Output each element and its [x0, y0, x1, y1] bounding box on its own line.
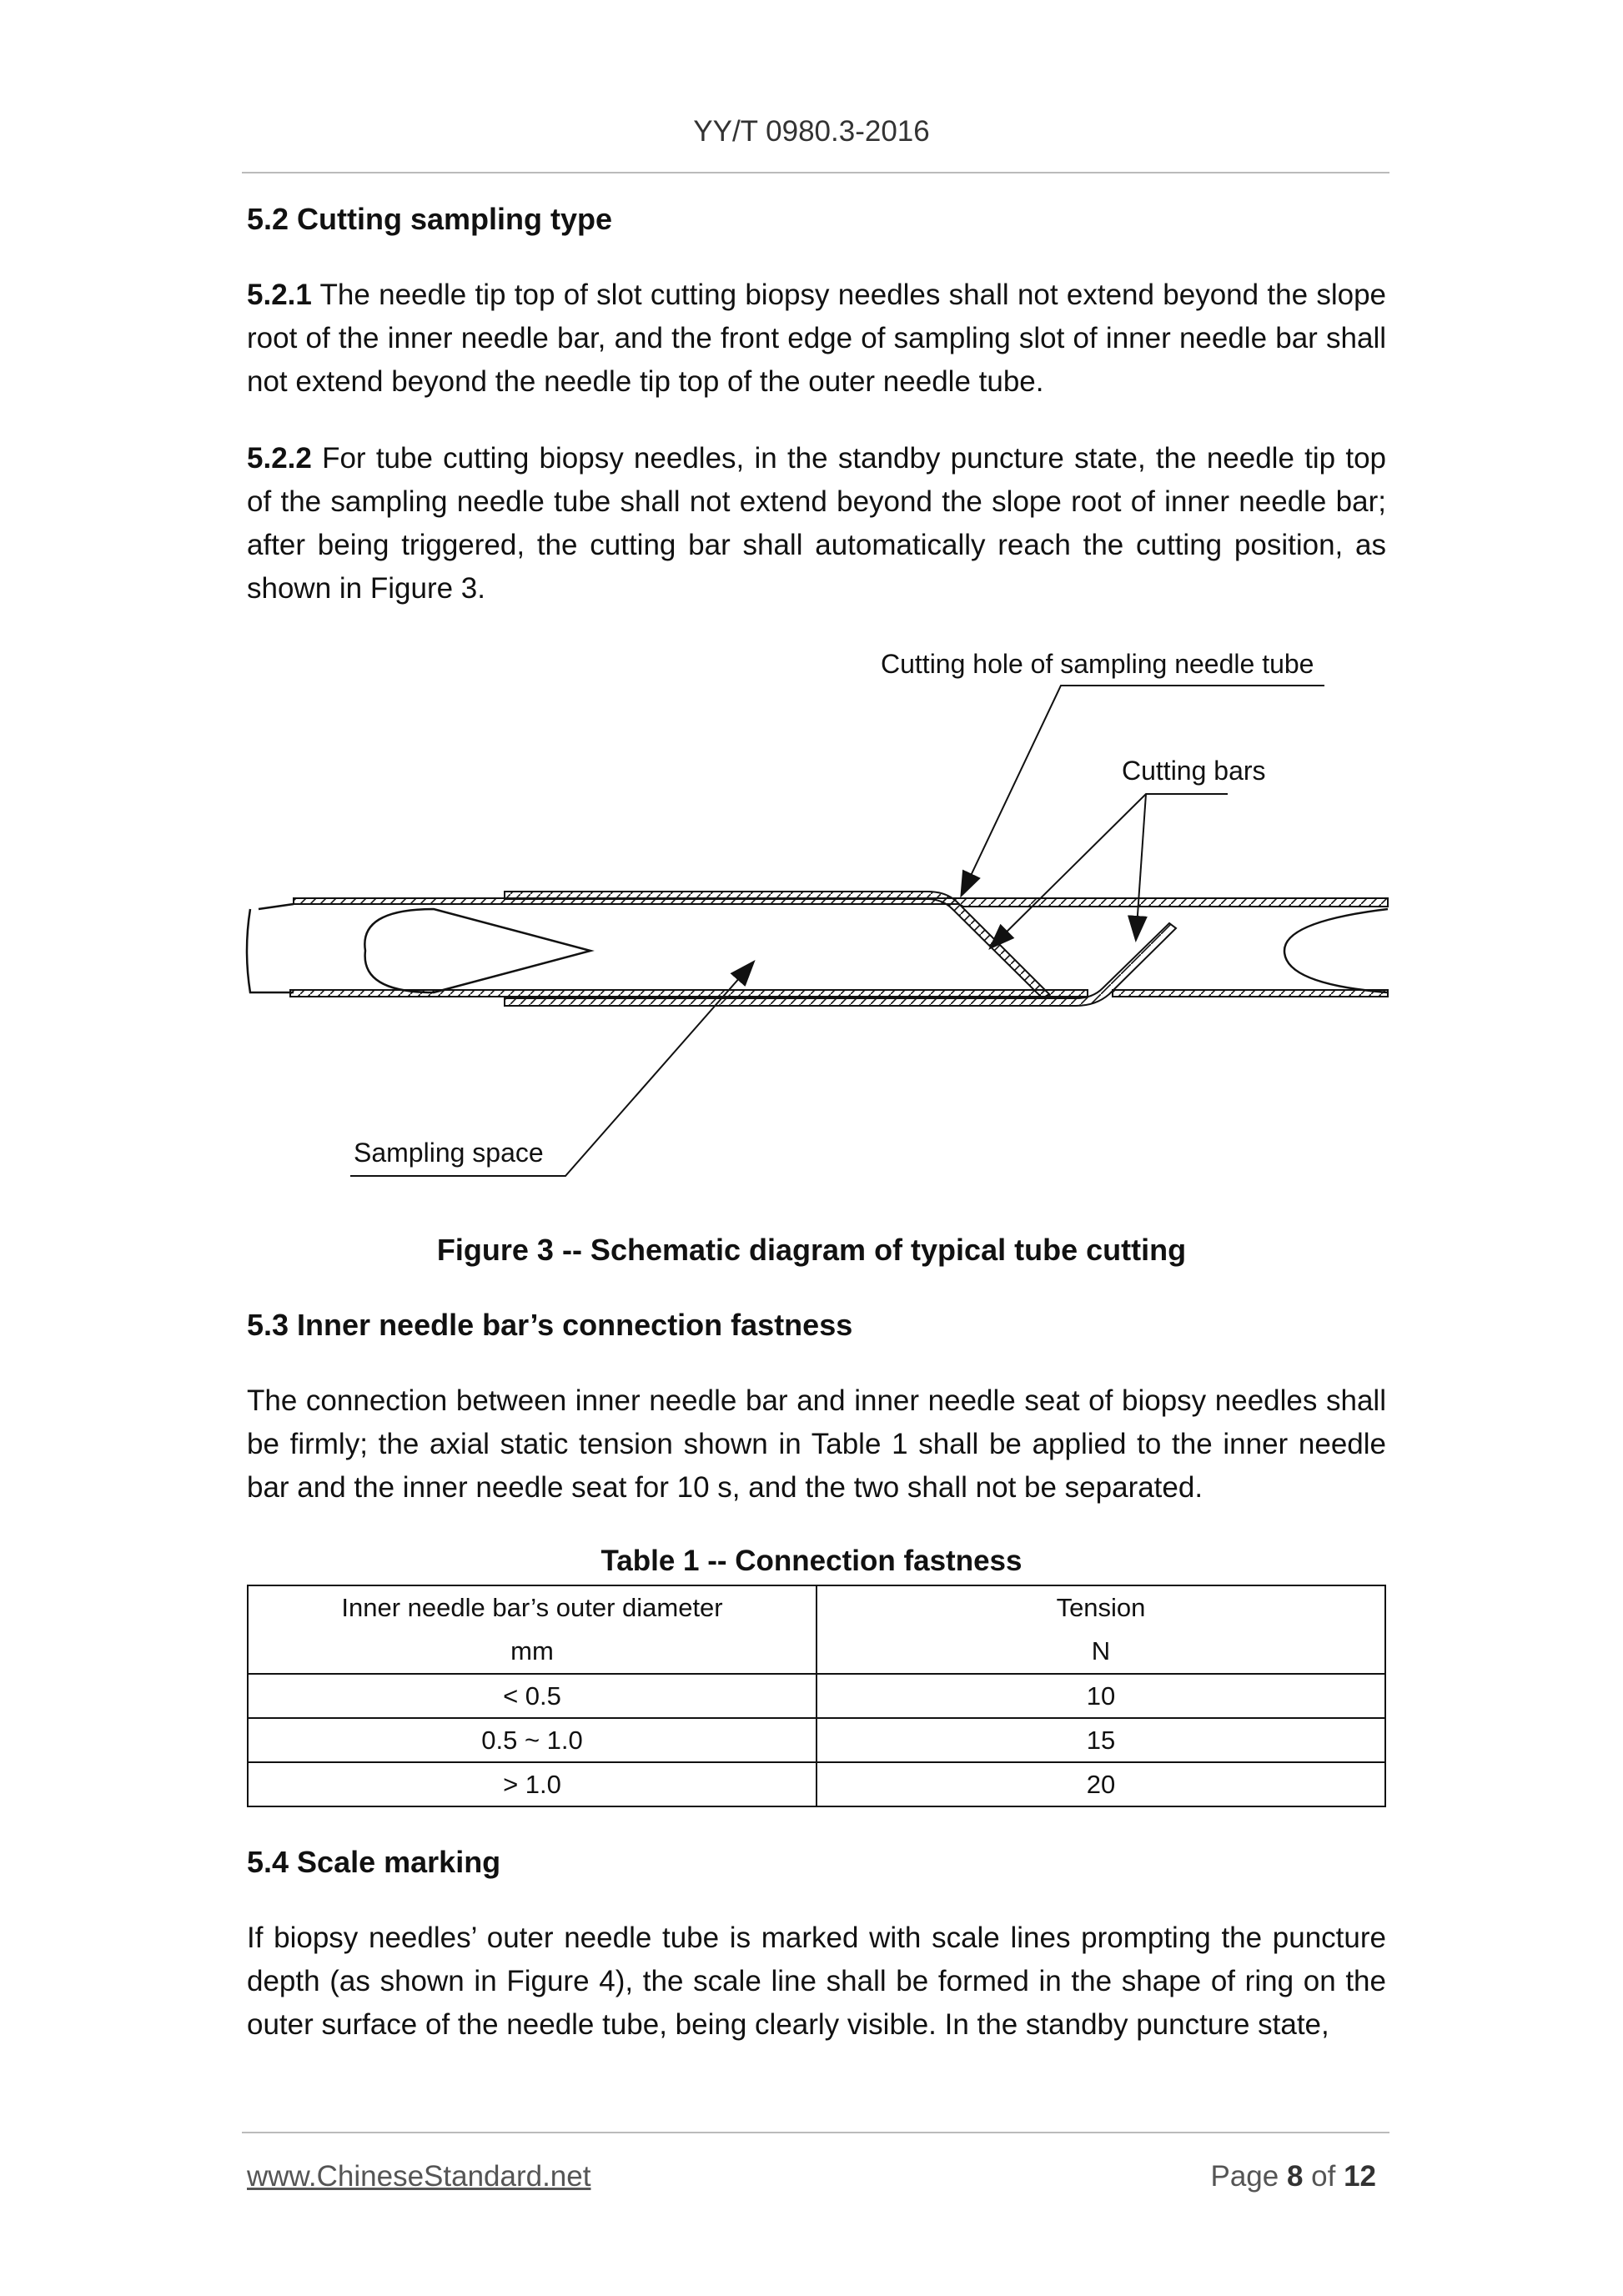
figure-3-caption: Figure 3 -- Schematic diagram of typical tube cutting — [436, 1233, 1187, 1267]
clause-text-5-2-1: The needle tip top of slot cutting biopsy needles shall not extend beyond the slope root of the inner needle bar, and the front edge of sampling slot of inner needle bar shall not extend beyond the needle tip top of the outer needle tube. — [247, 279, 1386, 398]
table-header-row — [248, 1585, 1385, 1674]
paragraph-5-2-1 — [247, 274, 1386, 404]
header-outer-diameter — [248, 1585, 817, 1674]
header-outer-diameter-unit: mm — [510, 1636, 554, 1665]
table-row — [248, 1718, 1385, 1762]
current-page: 8 — [1286, 2160, 1304, 2193]
header-tension — [817, 1585, 1385, 1674]
header-tension-unit: N — [1091, 1636, 1111, 1665]
label-sampling-space: Sampling space — [354, 1138, 544, 1168]
cell-tension: 15 — [817, 1718, 1385, 1762]
outer-tube-lower-wall-right — [1113, 990, 1388, 997]
cell-diameter: > 1.0 — [248, 1762, 817, 1806]
table-1-caption: Table 1 -- Connection fastness — [600, 1545, 1023, 1577]
header-outer-diameter-label: Inner needle bar’s outer diameter — [341, 1593, 723, 1622]
paragraph-5-4: If biopsy needles’ outer needle tube is marked with scale lines prompting the puncture depth (as shown in Figure 4), the scale line shall be formed in the shape of ring on the outer surface of the needle tube, being clearly visible. In the standby puncture state, — [247, 1922, 1386, 2041]
footer-divider — [242, 2132, 1389, 2133]
total-pages: 12 — [1344, 2160, 1376, 2193]
leader-cutting-bars-2 — [1136, 794, 1146, 939]
page-number — [1210, 2160, 1376, 2193]
clause-text-5-2-2: For tube cutting biopsy needles, in the standby puncture state, the needle tip top of the sampling needle tube shall not extend beyond the slope root of inner needle bar; after being triggered, the cutting bar shall automatically reach the cutting position, as shown in Figure 3. — [247, 442, 1386, 605]
leader-cutting-bars-1 — [991, 794, 1228, 947]
tube-cutting-diagram — [0, 634, 1623, 1201]
header-tension-label: Tension — [1056, 1593, 1146, 1622]
label-cutting-hole: Cutting hole of sampling needle tube — [881, 649, 1314, 679]
website-link[interactable]: www.ChineseStandard.net — [247, 2160, 591, 2193]
sampling-tube-upper-wall — [505, 892, 1049, 998]
section-5-4-heading: 5.4 Scale marking — [247, 1845, 501, 1879]
table-row — [248, 1762, 1385, 1806]
clause-number-5-2-1: 5.2.1 — [247, 279, 312, 311]
figure-3 — [0, 634, 1623, 1201]
document-id-header: YY/T 0980.3-2016 — [693, 115, 930, 148]
leader-cutting-hole — [962, 686, 1324, 895]
cell-tension: 20 — [817, 1762, 1385, 1806]
paragraph-5-2-2 — [247, 437, 1386, 610]
section-5-3-heading: 5.3 Inner needle bar’s connection fastness — [247, 1308, 853, 1342]
cell-diameter: 0.5 ~ 1.0 — [248, 1718, 817, 1762]
outer-tube-right-opening — [1284, 909, 1388, 992]
inner-needle-bar — [247, 904, 294, 992]
paragraph-5-3: The connection between inner needle bar and inner needle seat of biopsy needles shall be firmly; the axial static tension shown in Table 1 shall be applied to the inner needle bar and the inner needle seat for 10 s, and the two shall not be separated. — [247, 1384, 1386, 1504]
page-of: of — [1303, 2160, 1344, 2193]
table-row — [248, 1674, 1385, 1718]
header-divider — [242, 172, 1389, 173]
page-prefix: Page — [1210, 2160, 1287, 2193]
cell-diameter: < 0.5 — [248, 1674, 817, 1718]
needle-bevel-tip — [364, 909, 590, 992]
cell-tension: 10 — [817, 1674, 1385, 1718]
clause-number-5-2-2: 5.2.2 — [247, 442, 312, 475]
section-5-2-heading: 5.2 Cutting sampling type — [247, 202, 613, 236]
label-cutting-bars: Cutting bars — [1122, 756, 1266, 786]
connection-fastness-table — [247, 1585, 1386, 1807]
